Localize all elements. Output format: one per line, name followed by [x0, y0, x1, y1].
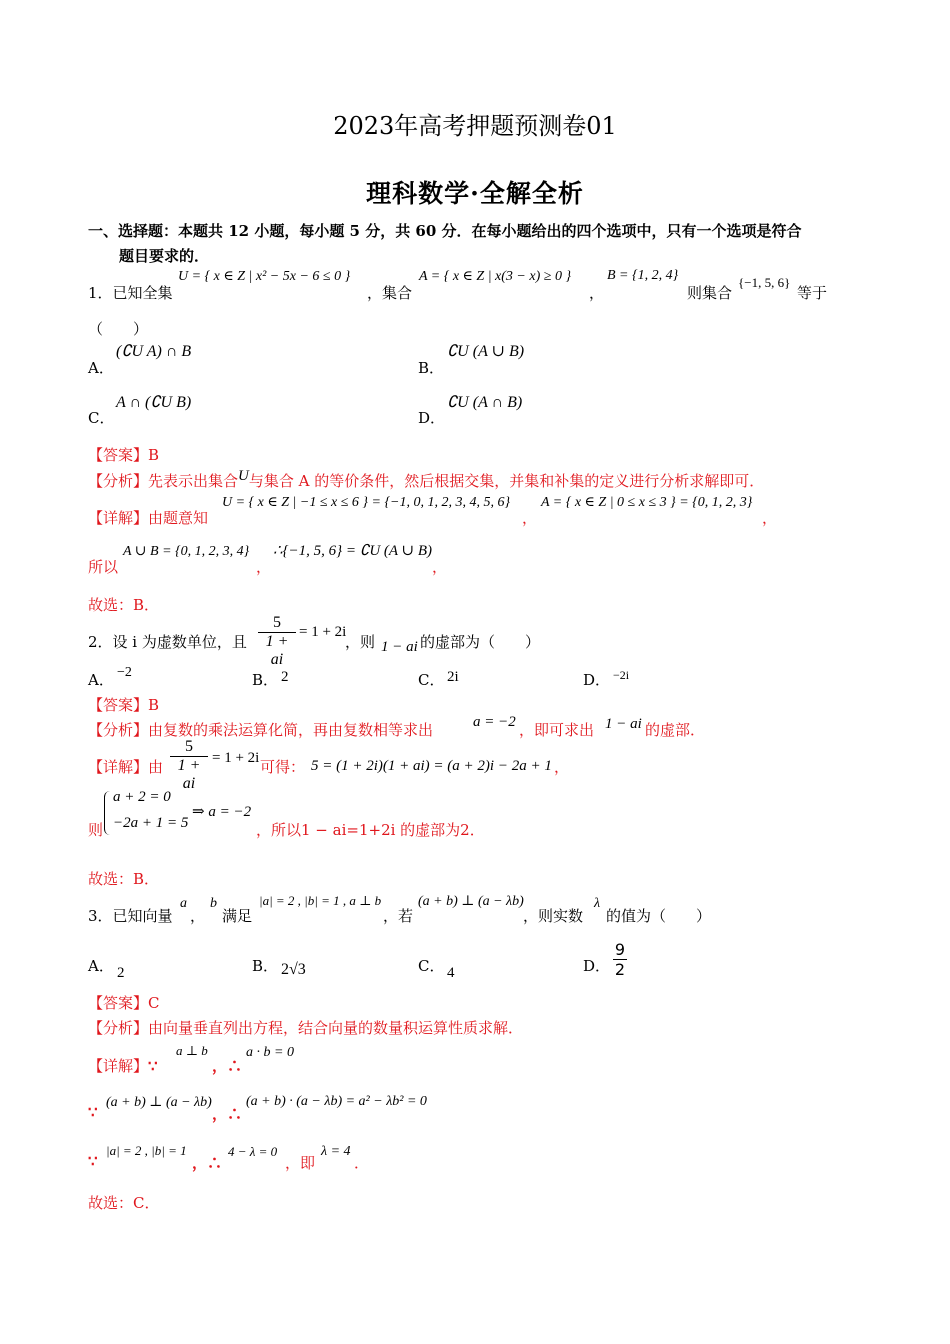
- q2-choice: 故选：B．: [88, 870, 160, 888]
- q2-detail-tag: 【详解】由: [88, 758, 164, 776]
- q2-option-d-label: D．: [583, 671, 611, 689]
- q1-text: ，集合: [367, 284, 413, 302]
- q2-system-eq1: a + 2 = 0: [113, 789, 171, 805]
- q1-blank: （ ）: [88, 320, 149, 338]
- q3-text: ，若: [383, 907, 414, 925]
- q2-detail-fraction: 5 1 + ai: [170, 738, 208, 793]
- q3-detail-step1: a ⊥ b: [176, 1043, 208, 1058]
- q3-detail-therefore: ，∴: [212, 1057, 243, 1075]
- q2-answer: 【答案】B: [88, 696, 160, 714]
- q1-detail-text: ，: [256, 558, 272, 576]
- q2-option-a: −2: [117, 665, 132, 680]
- q1-universal-set: U = { x ∈ Z | x² − 5x − 6 ≤ 0 }: [178, 269, 351, 284]
- q1-detail-so: 所以: [88, 558, 119, 576]
- q1-option-d: ∁U (A ∩ B): [447, 394, 523, 411]
- q3-detail-text: ．: [354, 1154, 370, 1172]
- q1-number: 1．已知全集: [88, 284, 173, 302]
- q3-detail-text: ，即: [285, 1154, 316, 1172]
- q2-text: ，则: [345, 633, 376, 651]
- q1-choice: 故选：B．: [88, 596, 160, 614]
- q1-detail-tag: 【详解】由题意知: [88, 509, 209, 527]
- q1-detail-U: U = { x ∈ Z | −1 ≤ x ≤ 6 } = {−1, 0, 1, 2, 3, 4, 5, 6}: [222, 495, 511, 510]
- q3-option-c: 4: [447, 965, 455, 981]
- q2-text: 的虚部为（ ）: [420, 633, 541, 651]
- q1-detail-text: ，: [762, 509, 778, 527]
- q2-detail-text: 可得：: [260, 758, 306, 776]
- q2-analysis-value: a = −2: [473, 714, 516, 730]
- q3-text: ，则实数: [523, 907, 584, 925]
- q2-analysis-text: 的虚部．: [645, 721, 706, 739]
- q3-detail-step3: (a + b) ⊥ (a − λb): [106, 1095, 212, 1110]
- q3-perpendicular: (a + b) ⊥ (a − λb): [418, 894, 524, 909]
- section-heading-cont: 题目要求的．: [119, 247, 210, 265]
- q2-system-brace: [104, 791, 111, 835]
- q1-detail-text: ，: [432, 558, 448, 576]
- q3-detail-tag: 【详解】∵: [88, 1057, 158, 1075]
- q3-analysis: 【分析】由向量垂直列出方程，结合向量的数量积运算性质求解．: [88, 1019, 524, 1037]
- q1-answer: 【答案】B: [88, 446, 160, 464]
- q1-option-c: A ∩ (∁U B): [116, 394, 192, 411]
- q3-detail-therefore: ，∴: [212, 1105, 243, 1123]
- q1-option-d-label: D．: [418, 409, 446, 427]
- q3-detail-step2: a · b = 0: [246, 1045, 294, 1060]
- q3-option-d-label: D．: [583, 957, 611, 975]
- q2-analysis-text: ，即可求出: [519, 721, 595, 739]
- q1-analysis: 【分析】先表示出集合U与集合 A 的等价条件，然后根据交集，并集和补集的定义进行分析求解即可．: [88, 468, 765, 490]
- q2-option-c: 2i: [447, 669, 459, 685]
- q3-option-d: 9 2: [614, 940, 626, 979]
- q1-detail-conclusion: ∴{−1, 5, 6} = ∁U (A ∪ B): [273, 543, 433, 559]
- q1-set-B: B = {1, 2, 4}: [607, 268, 679, 283]
- q1-detail-text: ，: [522, 509, 538, 527]
- q1-text: 则集合: [687, 284, 733, 302]
- q1-option-c-label: C．: [88, 409, 115, 427]
- q1-text: 等于: [797, 284, 828, 302]
- q1-detail-A: A = { x ∈ Z | 0 ≤ x ≤ 3 } = {0, 1, 2, 3}: [541, 495, 753, 510]
- q3-number: 3．已知向量: [88, 907, 173, 925]
- q2-fraction: 5 1 + ai: [258, 614, 296, 669]
- q2-option-a-label: A．: [88, 671, 114, 689]
- q1-detail-union: A ∪ B = {0, 1, 2, 3, 4}: [123, 544, 250, 559]
- q3-detail-because: ∵: [88, 1152, 98, 1170]
- q3-lambda: λ: [594, 896, 601, 911]
- q3-text: 满足: [222, 907, 253, 925]
- q3-text: 的值为（ ）: [606, 907, 712, 925]
- q3-text: ，: [190, 907, 206, 925]
- q2-option-b-label: B．: [252, 671, 279, 689]
- q2-number: 2．设 i 为虚数单位，且: [88, 633, 247, 651]
- q2-detail-equation: = 1 + 2i: [212, 750, 260, 766]
- q1-option-a: (∁U A) ∩ B: [116, 343, 192, 360]
- q2-option-d: −2i: [613, 668, 630, 682]
- q3-vector-a: a: [180, 896, 187, 911]
- q3-option-c-label: C．: [418, 957, 445, 975]
- q3-option-a-label: A．: [88, 957, 114, 975]
- q3-option-b-label: B．: [252, 957, 279, 975]
- q2-analysis-expr: 1 − ai: [605, 716, 642, 732]
- q2-detail-product: 5 = (1 + 2i)(1 + ai) = (a + 2)i − 2a + 1: [311, 758, 552, 774]
- q3-detail-because: ∵: [88, 1103, 98, 1121]
- q1-option-b: ∁U (A ∪ B): [447, 343, 525, 360]
- q2-option-b: 2: [281, 669, 289, 685]
- q2-system-eq2: −2a + 1 = 5: [113, 815, 189, 831]
- q1-set-A: A = { x ∈ Z | x(3 − x) ≥ 0 }: [419, 269, 572, 284]
- section-heading: 一、选择题：本题共 12 小题，每小题 5 分，共 60 分．在每小题给出的四个选项中，只有一个选项是符合: [88, 222, 802, 240]
- q2-equation: = 1 + 2i: [299, 624, 347, 640]
- q1-target-set: {−1, 5, 6}: [738, 275, 791, 290]
- q3-conditions: |a| = 2 , |b| = 1 , a ⊥ b: [259, 893, 382, 908]
- q3-detail-step6: 4 − λ = 0: [228, 1144, 278, 1159]
- page-subtitle: 理科数学·全解全析: [366, 179, 584, 208]
- q3-vector-b: b: [210, 896, 217, 911]
- q3-choice: 故选：C．: [88, 1194, 160, 1212]
- q2-detail-result: ，所以1 − ai=1+2i 的虚部为2．: [256, 821, 485, 839]
- q3-answer: 【答案】C: [88, 994, 160, 1012]
- q3-option-a: 2: [117, 965, 125, 981]
- q3-detail-step7: λ = 4: [321, 1144, 351, 1159]
- q2-analysis: 【分析】由复数的乘法运算化简，再由复数相等求出: [88, 721, 434, 739]
- q2-expression: 1 − ai: [381, 639, 418, 655]
- q2-option-c-label: C．: [418, 671, 445, 689]
- q1-option-a-label: A．: [88, 359, 114, 377]
- q3-detail-step5: |a| = 2 , |b| = 1: [106, 1143, 187, 1158]
- q3-detail-therefore: ，∴: [192, 1154, 223, 1172]
- page-title: 2023年高考押题预测卷01: [333, 112, 617, 140]
- q3-option-b: 2√3: [281, 961, 306, 978]
- q2-system-result: ⇒ a = −2: [192, 804, 252, 820]
- q3-detail-step4: (a + b) · (a − λb) = a² − λb² = 0: [246, 1094, 427, 1109]
- q2-detail-then: 则: [88, 821, 104, 839]
- q2-detail-text: ，: [554, 758, 570, 776]
- q1-option-b-label: B．: [418, 359, 445, 377]
- q1-text: ，: [589, 284, 605, 302]
